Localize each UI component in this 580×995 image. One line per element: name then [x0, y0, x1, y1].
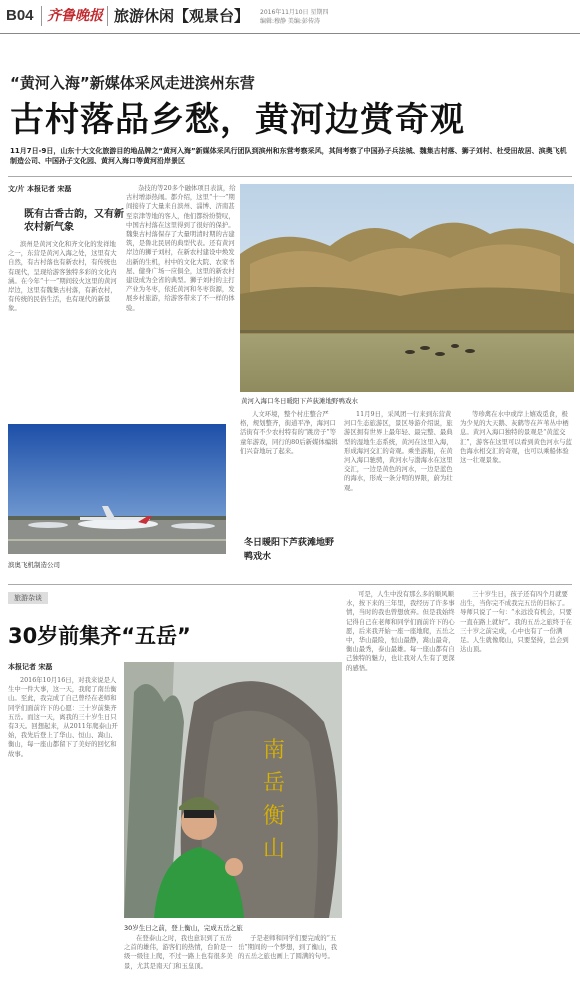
hengshan-photo-caption: 30岁生日之前，登上衡山，完成五岳之旅 — [124, 924, 243, 932]
article1-column-2: 杂技的等20多个融体项目表演，给古村增添热闹。都介绍，这里“十一”期间接待了大量来自滨州、淄博、济南甚至京津等地的客人，他们都纷纷赞叹，中国古村落在这里得到了很好的保护。魏集古村落保存了大量明清时期的古建筑，是鲁北民居的典型代表。还有黄河岸边的狮子刘村，在新农村建设中焕发出新的生机，村中的文化大院、农家书屋、健身广场一应俱全，这里的新农村建设成为全省的典型。狮子刘村的主打产业为冬枣，依托黄河和冬枣资源，发展乡村旅游，给游客带来了不一样的体验。 — [126, 184, 236, 312]
aircraft-photo — [8, 424, 226, 554]
headline-title: 古村落品乡愁，黄河边赏奇观 — [10, 100, 465, 140]
svg-text:南: 南 — [262, 738, 286, 763]
aircraft-photo-caption: 滨奥飞机制造公司 — [8, 561, 60, 569]
editor-line: 编辑:穆静 美编:彭传涛 — [260, 18, 320, 25]
svg-text:衡: 衡 — [262, 804, 286, 829]
article1-column-3: 人文环境，整个村庄整合严格，规划整齐，街道平净，海河口活街有不少农村特有的“跳房子”等童年游戏，同行的80后新媒体编辑们兴奋地玩了起来。 — [240, 410, 338, 455]
reed-photo-caption: 黄河入海口冬日暖阳下芦荻滩地野鸭戏水 — [241, 397, 358, 405]
page-header — [0, 0, 580, 34]
article1-byline: 文/片 本报记者 宋磊 — [8, 185, 72, 193]
article2-byline: 本报记者 宋磊 — [8, 663, 53, 671]
headline-subtitle: “黄河入海”新媒体采风走进滨州东营 — [10, 74, 255, 92]
date-line: 2016年11月10日 星期四 — [260, 9, 329, 16]
article1-column-1: 滨州是黄河文化和齐文化的发祥地之一，东营是黄河入海之处，这里有大自然，有古村落也有新农村，有传统也有现代，呈现给游客独特多彩的文化内涵。在今年“十一”期间较火这里的黄河岸边，这里有魏集古村落，有新农村，有传统的民俗生活，也有现代的新景象。 — [8, 240, 117, 313]
page-number: B04 — [6, 7, 34, 24]
headline-lead: 11月7日-9日，山东十大文化旅游目的地品牌之“黄河入海”新媒体采风行团队到滨州和东营考察采风，其间考察了中国孙子兵法城、魏集古村落、狮子刘村、杜受田故居、滨奥飞机制造公司、中国孙子文化园、黄河入海口等黄河沿岸景区 — [10, 147, 567, 165]
divider — [8, 176, 572, 177]
svg-text:山: 山 — [262, 837, 286, 862]
article1-column-4: 11月9日，采风团一行来到东营黄河口生态旅游区，景区导游介绍说，旅游区拥有世界上最年轻、最完整、最典型的湿地生态系统，黄河在这里入海，形成海河交汇的奇观。乘坐游船，在黄河入海口驰骋，黄河水与渤海水在这里交汇，一边是黄色的河水，一边是蓝色的海水，形成一条分明的界限，蔚为壮观。 — [344, 410, 453, 492]
header-divider — [107, 6, 108, 26]
divider — [8, 584, 572, 585]
article2-column-4: 可是，人生中没有那么多的顺风顺水，按下来的三年里，我经历了许多事情，当时的我也曾想放弃。但是我始终记得自己在老师和同学们面前许下的心愿，后来我开始一座一座地爬，五岳之中，华山最险，恒山最静，嵩山最奇，衡山最秀，泰山最雄。每一座山都有自己独特的魅力，也让我对人生有了更深的感悟。 — [346, 590, 455, 672]
svg-text:岳: 岳 — [262, 771, 286, 796]
reed-photo-bigcap: 冬日暖阳下芦荻滩地野鸭戏水 — [244, 538, 335, 562]
newspaper-logo: 齐鲁晚报 — [47, 8, 103, 24]
article2-column-3: 子是老师和同学们要完成的“五岳”期间的一个梦想，到了衡山，我的五岳之旅也画上了圆满的句号。 — [238, 934, 338, 961]
article2-column-5: 三十岁生日，孩子还有四个月就要出生，当你完不成我完五岳的目标了。导师只说了一句：“永远没有机会，只要一直在路上就好”。我的五岳之旅终于在三十岁之前完成，心中也有了一份满足。人生就像爬山，只要坚持，总会到达山顶。 — [460, 590, 572, 654]
article1-subhead: 既有古香古韵，又有新农村新气象 — [24, 209, 124, 233]
reed-marsh-photo — [240, 184, 574, 392]
article1-column-5: 等珍禽在水中或岸上嬉戏觅食，极为少见的大天鹅、灰鹤等在芦苇丛中栖息。黄河入海口独特的景观是“黄蓝交汇”，游客在这里可以看到黄色河水与蓝色海水相交汇的奇观，也可以乘船体验这一壮观景象。 — [460, 410, 572, 465]
section-title: 旅游休闲【观景台】 — [114, 7, 250, 25]
article2-column-2: 在登泰山之时，我也意识到了五岳之首的雄伟，游客们的热情，台阶是一级一级往上爬，不过一路上也有很多美景，尤其是南天门和玉皇顶。 — [124, 934, 233, 970]
column-tag: 旅游杂谈 — [8, 592, 48, 604]
article2-column-1: 2016年10月16日，对我来说是人生中一件大事，这一天，我爬了南岳衡山。至此，我完成了自己曾经在老师和同学们面前许下的心愿：三十岁前集齐五岳。而这一天，离我的三十岁生日只有3天。回想起来，从2011年爬泰山开始，我先后登上了华山、恒山、嵩山、衡山，每一座山都留下了美好的回忆和故事。 — [8, 676, 118, 758]
article2-title: 30岁前集齐“五岳” — [8, 624, 191, 648]
header-divider — [41, 6, 42, 26]
hengshan-photo — [124, 662, 342, 918]
